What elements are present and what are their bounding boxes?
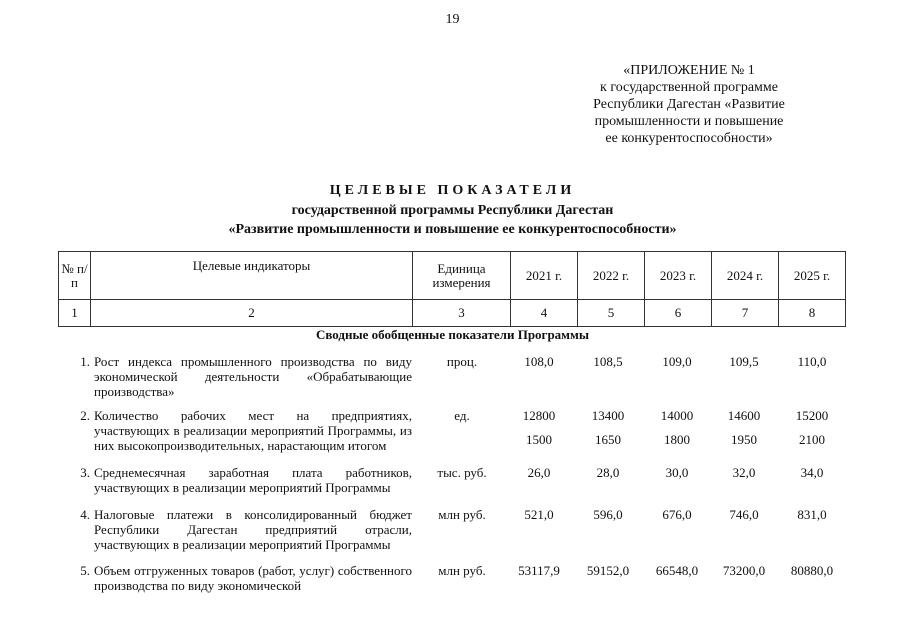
header-unit: Единица измерения [413,252,511,300]
header-num: № п/п [59,252,91,300]
appendix-line-2: к государственной программе [600,80,778,95]
row-value-2024: 73200,0 [722,563,766,578]
row-value-2025: 34,0 [800,465,824,480]
column-number-3: 3 [413,300,511,327]
row-value-2024: 32,0 [732,465,756,480]
row-value-2022: 596,0 [593,507,623,522]
column-number-7: 7 [712,300,779,327]
row-value-2023: 66548,0 [655,563,699,578]
column-number-6: 6 [645,300,712,327]
header-year-2024: 2024 г. [712,252,779,300]
row-value-2023: 14000 [660,408,694,423]
page-number: 19 [445,12,460,27]
row-value-2025: 15200 [795,408,829,423]
column-number-1: 1 [59,300,91,327]
appendix-line-3: Республики Дагестан «Развитие [593,97,785,112]
column-number-8: 8 [779,300,846,327]
header-year-2022: 2022 г. [578,252,645,300]
row-value-2022: 13400 [591,408,625,423]
row-subvalue-2021: 1500 [526,432,552,447]
row-value-2022: 108,5 [593,354,623,369]
row-indicator: Среднемесячная заработная плата работников, участвующих в реализации мероприятий Программы [94,465,412,495]
row-value-2021: 12800 [522,408,556,423]
header-year-2021: 2021 г. [511,252,578,300]
document-title: ЦЕЛЕВЫЕ ПОКАЗАТЕЛИ [329,183,576,198]
appendix-line-5: ее конкурентоспособности» [605,131,773,146]
row-subvalue-2025: 2100 [799,432,825,447]
indicators-header-table [58,251,846,327]
row-unit: млн руб. [438,563,486,578]
row-value-2022: 28,0 [596,465,620,480]
row-value-2025: 110,0 [797,354,827,369]
row-unit: тыс. руб. [437,465,487,480]
header-indicators: Целевые индикаторы [91,252,413,300]
row-value-2024: 746,0 [729,507,759,522]
document-subtitle-2: «Развитие промышленности и повышение ее конкурентоспособности» [228,222,677,237]
row-unit: ед. [454,408,470,423]
row-value-2021: 108,0 [524,354,554,369]
row-value-2021: 521,0 [524,507,554,522]
row-value-2023: 109,0 [662,354,692,369]
row-value-2025: 831,0 [797,507,827,522]
row-unit: млн руб. [438,507,486,522]
row-number: 4. [80,507,90,522]
column-number-2: 2 [91,300,413,327]
row-value-2023: 676,0 [662,507,692,522]
row-indicator: Рост индекса промышленного производства по виду экономической деятельности «Обрабатывающие производства» [94,354,412,399]
header-year-2023: 2023 г. [645,252,712,300]
appendix-block [539,62,839,147]
row-value-2023: 30,0 [665,465,689,480]
appendix-line-1: «ПРИЛОЖЕНИЕ № 1 [623,63,755,78]
row-number: 1. [80,354,90,369]
row-number: 5. [80,563,90,578]
row-number: 3. [80,465,90,480]
row-value-2024: 109,5 [729,354,759,369]
row-indicator: Налоговые платежи в консолидированный бюджет Республики Дагестан предприятий отрасли, участвующих в реализации мероприятий Программы [94,507,412,552]
row-value-2022: 59152,0 [586,563,630,578]
row-value-2024: 14600 [727,408,761,423]
document-subtitle-1: государственной программы Республики Дагестан [291,203,614,218]
row-subvalue-2022: 1650 [595,432,621,447]
row-indicator: Объем отгруженных товаров (работ, услуг) собственного производства по виду экономической [94,563,412,593]
header-year-2025: 2025 г. [779,252,846,300]
row-indicator: Количество рабочих мест на предприятиях, участвующих в реализации мероприятий Программы, из них высокопроизводительных, нарастающим итогом [94,408,412,453]
row-value-2025: 80880,0 [790,563,834,578]
row-subvalue-2024: 1950 [731,432,757,447]
row-number: 2. [80,408,90,423]
row-unit: проц. [446,354,478,369]
appendix-line-4: промышленности и повышение [594,114,784,129]
row-value-2021: 26,0 [527,465,551,480]
row-subvalue-2023: 1800 [664,432,690,447]
column-number-4: 4 [511,300,578,327]
column-number-5: 5 [578,300,645,327]
section-title: Сводные обобщенные показатели Программы [315,327,590,342]
row-value-2021: 53117,9 [518,563,560,578]
